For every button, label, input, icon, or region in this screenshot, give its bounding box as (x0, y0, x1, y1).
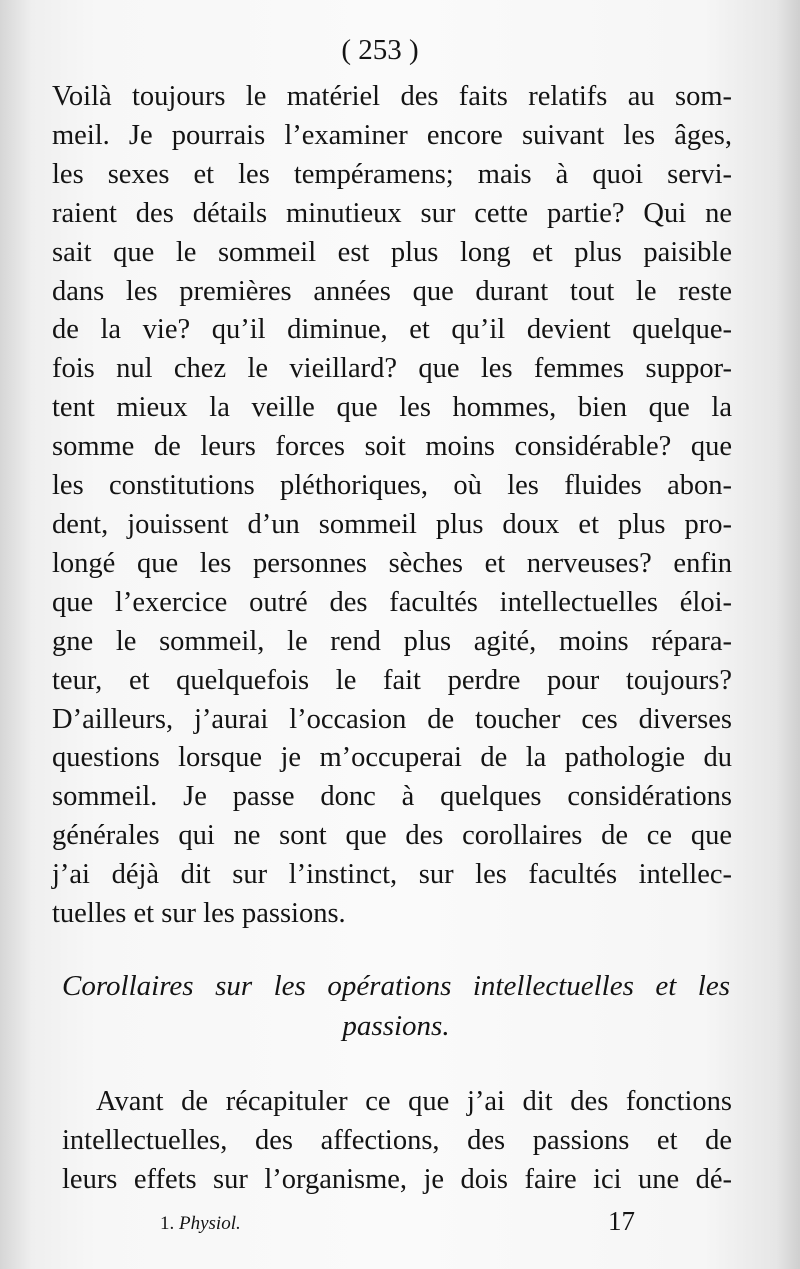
signature-number: 1. (160, 1213, 175, 1234)
text-line: tent mieux la veille que les hommes, bien que la (52, 392, 732, 424)
text-line: j’ai déjà dit sur l’instinct, sur les facultés intellec- (52, 859, 732, 891)
text-line: sait que le sommeil est plus long et plus paisible (52, 236, 732, 268)
section-heading-line: Corollaires sur les opérations intellectuelles et les (62, 970, 730, 1002)
text-line: tuelles et sur les passions. (52, 898, 346, 930)
text-line: sommeil. Je passe donc à quelques considérations (52, 781, 732, 813)
text-line: fois nul chez le vieillard? que les femmes suppor- (52, 353, 732, 385)
text-line: intellectuelles, des affections, des passions et de (62, 1125, 732, 1156)
text-line: les constitutions pléthoriques, où les fluides abon- (52, 470, 732, 502)
section-heading-line: passions. (342, 1010, 450, 1042)
text-line: teur, et quelquefois le fait perdre pour toujours? (52, 664, 732, 696)
page-number: ( 253 ) (341, 34, 419, 66)
text-line: somme de leurs forces soit moins considérable? que (52, 431, 732, 463)
text-line: de la vie? qu’il diminue, et qu’il devient quelque- (52, 314, 732, 346)
text-line: dent, jouissent d’un sommeil plus doux et plus pro- (52, 508, 732, 540)
text-line: que l’exercice outré des facultés intellectuelles éloi- (52, 586, 732, 618)
text-line: gne le sommeil, le rend plus agité, moins répara- (52, 625, 732, 657)
text-line: dans les premières années que durant tout le reste (52, 275, 732, 307)
text-line: générales qui ne sont que des corollaires de ce que (52, 820, 732, 852)
text-line: leurs effets sur l’organisme, je dois faire ici une dé- (62, 1164, 732, 1195)
text-line: D’ailleurs, j’aurai l’occasion de toucher ces diverses (52, 703, 732, 735)
leaf-number: 17 (608, 1206, 635, 1236)
section-heading (62, 966, 730, 1046)
text-line: longé que les personnes sèches et nerveuses? enfin (52, 547, 732, 579)
text-line: questions lorsque je m’occuperai de la pathologie du (52, 742, 732, 774)
text-line: Voilà toujours le matériel des faits relatifs au som- (52, 81, 732, 112)
text-line: les sexes et les tempéramens; mais à quoi servi- (52, 158, 732, 190)
text-line: Avant de récapituler ce que j’ai dit des fonctions (96, 1086, 732, 1117)
signature-title: Physiol. (179, 1213, 241, 1234)
paragraph-sleep-details (52, 78, 732, 934)
text-line: raient des détails minutieux sur cette partie? Qui ne (52, 197, 732, 229)
paragraph-recapitulation (62, 1082, 732, 1199)
signature-mark (160, 1210, 241, 1238)
text-line: meil. Je pourrais l’examiner encore suivant les âges, (52, 119, 732, 151)
